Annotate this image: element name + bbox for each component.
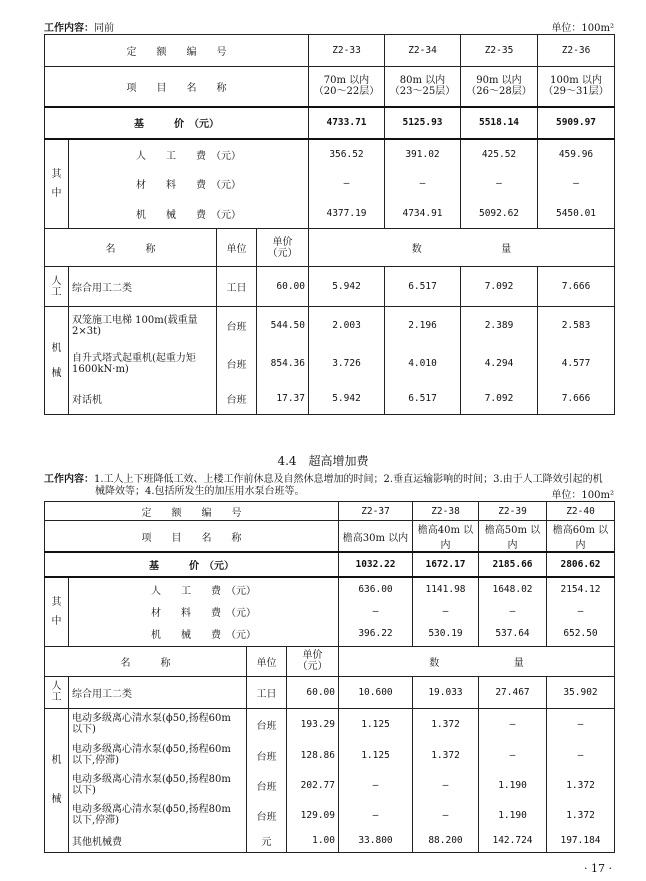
resource-unit: 元 [247,830,287,852]
material-cost: – [309,169,385,199]
resource-name: 电动多级离心清水泵(ϕ50,扬程80m 以下) [69,770,247,800]
group-label-machinery: 机 械 [45,307,69,415]
base-price: 2185.66 [479,552,547,577]
resource-unit: 台班 [217,307,257,345]
machine-cost-label: 机 械 费 （元） [69,199,309,229]
item-name: 檐高40m 以内 [413,521,479,553]
quota-number-label: 定 额 编 号 [45,502,339,521]
resource-name: 电动多级离心清水泵(ϕ50,扬程60m 以下,停滞) [69,740,247,770]
item-name: 80m 以内 （23～25层） [385,67,461,107]
base-price-label: 基 价 （元） [45,107,309,139]
unit-label-1: 单位：100m² [551,23,614,34]
unit-price: 854.36 [257,345,309,383]
item-name-label: 项 目 名 称 [45,67,309,107]
resource-unit: 台班 [247,708,287,740]
material-cost: – [538,169,615,199]
column-header-price: 单价 （元） [287,646,339,676]
quantity: 1.372 [413,740,479,770]
material-cost: – [547,600,615,622]
resource-unit: 台班 [217,383,257,415]
labor-cost: 1141.98 [413,577,479,600]
base-price: 2806.62 [547,552,615,577]
item-name: 檐高50m 以内 [479,521,547,553]
labor-cost: 636.00 [339,577,413,600]
base-price: 5909.97 [538,107,615,139]
column-header-unit: 单位 [247,646,287,676]
column-header-unit: 单位 [217,229,257,267]
quota-code: Z2-35 [461,35,538,67]
section-title: 4.4 超高增加费 [277,454,369,468]
work-content-label: 工作内容： [44,23,94,34]
quantity: 1.372 [547,770,615,800]
resource-name: 电动多级离心清水泵(ϕ50,扬程80m 以下,停滞) [69,800,247,830]
resource-name: 其他机械费 [69,830,247,852]
unit-price: 202.77 [287,770,339,800]
column-header-price: 单价 （元） [257,229,309,267]
machine-cost: 5450.01 [538,199,615,229]
resource-unit: 台班 [247,770,287,800]
quantity: – [479,740,547,770]
base-price: 5125.93 [385,107,461,139]
work-content-text: 械降效等；4.包括所发生的加压用水泵台班等。 [95,486,305,497]
quantity: 6.517 [385,267,461,307]
material-cost-label: 材 料 费 （元） [69,169,309,199]
quantity: 2.389 [461,307,538,345]
unit-price: 17.37 [257,383,309,415]
unit-price: 128.86 [287,740,339,770]
item-name: 檐高60m 以内 [547,521,615,553]
quantity: 10.600 [339,676,413,708]
quantity: – [413,770,479,800]
quantity: 2.583 [538,307,615,345]
quota-code: Z2-37 [339,502,413,521]
group-label-labor: 人 工 [45,676,69,708]
machine-cost: 396.22 [339,622,413,646]
quota-code: Z2-38 [413,502,479,521]
machine-cost: 4734.91 [385,199,461,229]
item-name: 檐高30m 以内 [339,521,413,553]
machine-cost: 530.19 [413,622,479,646]
labor-cost: 459.96 [538,139,615,169]
resource-name: 综合用工二类 [69,676,247,708]
labor-cost: 1648.02 [479,577,547,600]
labor-cost: 2154.12 [547,577,615,600]
material-cost: – [413,600,479,622]
work-content-text: 1.工人上下班降低工效、上楼工作前休息及自然休息增加的时间；2.垂直运输影响的时间；3.由于人工降效引起的机 [94,474,603,485]
labor-cost-label: 人 工 费 （元） [69,577,339,600]
quota-code: Z2-39 [479,502,547,521]
base-price: 4733.71 [309,107,385,139]
work-content-text: 同前 [94,23,114,34]
quantity: 197.184 [547,830,615,852]
column-header-quantity: 数 量 [309,229,615,267]
resource-unit: 台班 [247,800,287,830]
base-price: 5518.14 [461,107,538,139]
work-content-label: 工作内容： [44,474,94,485]
quantity: 27.467 [479,676,547,708]
quota-code: Z2-34 [385,35,461,67]
quantity: 5.942 [309,267,385,307]
work-content-line-1 [44,19,114,34]
quota-table-2 [44,501,615,853]
quantity: 1.125 [339,740,413,770]
quantity: 1.190 [479,770,547,800]
quantity: 1.125 [339,708,413,740]
resource-unit: 工日 [247,676,287,708]
machine-cost: 5092.62 [461,199,538,229]
base-price-label: 基 价 （元） [45,552,339,577]
column-header-name: 名 称 [45,229,217,267]
column-header-quantity: 数 量 [339,646,615,676]
quantity: 1.372 [547,800,615,830]
quantity: 2.196 [385,307,461,345]
quantity: – [339,800,413,830]
quantity: 88.200 [413,830,479,852]
quantity: – [547,708,615,740]
quantity: 4.010 [385,345,461,383]
page-number: · 17 · [584,862,612,875]
quantity: 7.092 [461,383,538,415]
quantity: 6.517 [385,383,461,415]
labor-cost: 391.02 [385,139,461,169]
unit-price: 60.00 [257,267,309,307]
quantity: – [413,800,479,830]
resource-unit: 台班 [217,345,257,383]
of-which-label: 其 中 [45,577,69,646]
item-name: 70m 以内 （20～22层） [309,67,385,107]
unit-price: 60.00 [287,676,339,708]
unit-price: 1.00 [287,830,339,852]
base-price: 1672.17 [413,552,479,577]
quantity: – [479,708,547,740]
item-name-label: 项 目 名 称 [45,521,339,553]
unit-label-2: 单位：100m² [551,490,614,501]
quota-code: Z2-36 [538,35,615,67]
machine-cost: 537.64 [479,622,547,646]
resource-unit: 台班 [247,740,287,770]
quantity: 4.294 [461,345,538,383]
quota-table-1 [44,34,615,415]
resource-name: 对话机 [69,383,217,415]
quantity: 7.666 [538,267,615,307]
material-cost-label: 材 料 费 （元） [69,600,339,622]
resource-name: 综合用工二类 [69,267,217,307]
resource-name: 电动多级离心清水泵(ϕ50,扬程60m 以下) [69,708,247,740]
quantity: 7.092 [461,267,538,307]
unit-price: 193.29 [287,708,339,740]
quota-code: Z2-33 [309,35,385,67]
unit-price: 544.50 [257,307,309,345]
of-which-label: 其 中 [45,139,69,229]
base-price: 1032.22 [339,552,413,577]
quota-code: Z2-40 [547,502,615,521]
resource-unit: 工日 [217,267,257,307]
quantity: 5.942 [309,383,385,415]
resource-name: 双笼施工电梯 100m(载重量2×3t) [69,307,217,345]
item-name: 90m 以内 （26～28层） [461,67,538,107]
material-cost: – [339,600,413,622]
material-cost: – [461,169,538,199]
quantity: 1.190 [479,800,547,830]
quantity: 33.800 [339,830,413,852]
group-label-machinery: 机 械 [45,708,69,852]
quota-number-label: 定 额 编 号 [45,35,309,67]
work-content-block-2 [44,474,634,498]
quantity: 7.666 [538,383,615,415]
machine-cost-label: 机 械 费 （元） [69,622,339,646]
quantity: 2.003 [309,307,385,345]
machine-cost: 652.50 [547,622,615,646]
material-cost: – [385,169,461,199]
quantity: 19.033 [413,676,479,708]
unit-price: 129.09 [287,800,339,830]
labor-cost: 425.52 [461,139,538,169]
quantity: 142.724 [479,830,547,852]
material-cost: – [479,600,547,622]
quantity: 1.372 [413,708,479,740]
group-label-labor: 人 工 [45,267,69,307]
quantity: 3.726 [309,345,385,383]
column-header-name: 名 称 [45,646,247,676]
quantity: 35.902 [547,676,615,708]
labor-cost-label: 人 工 费 （元） [69,139,309,169]
resource-name: 自升式塔式起重机(起重力矩1600kN·m) [69,345,217,383]
machine-cost: 4377.19 [309,199,385,229]
labor-cost: 356.52 [309,139,385,169]
quantity: – [339,770,413,800]
quantity: – [547,740,615,770]
quantity: 4.577 [538,345,615,383]
item-name: 100m 以内 （29～31层） [538,67,615,107]
